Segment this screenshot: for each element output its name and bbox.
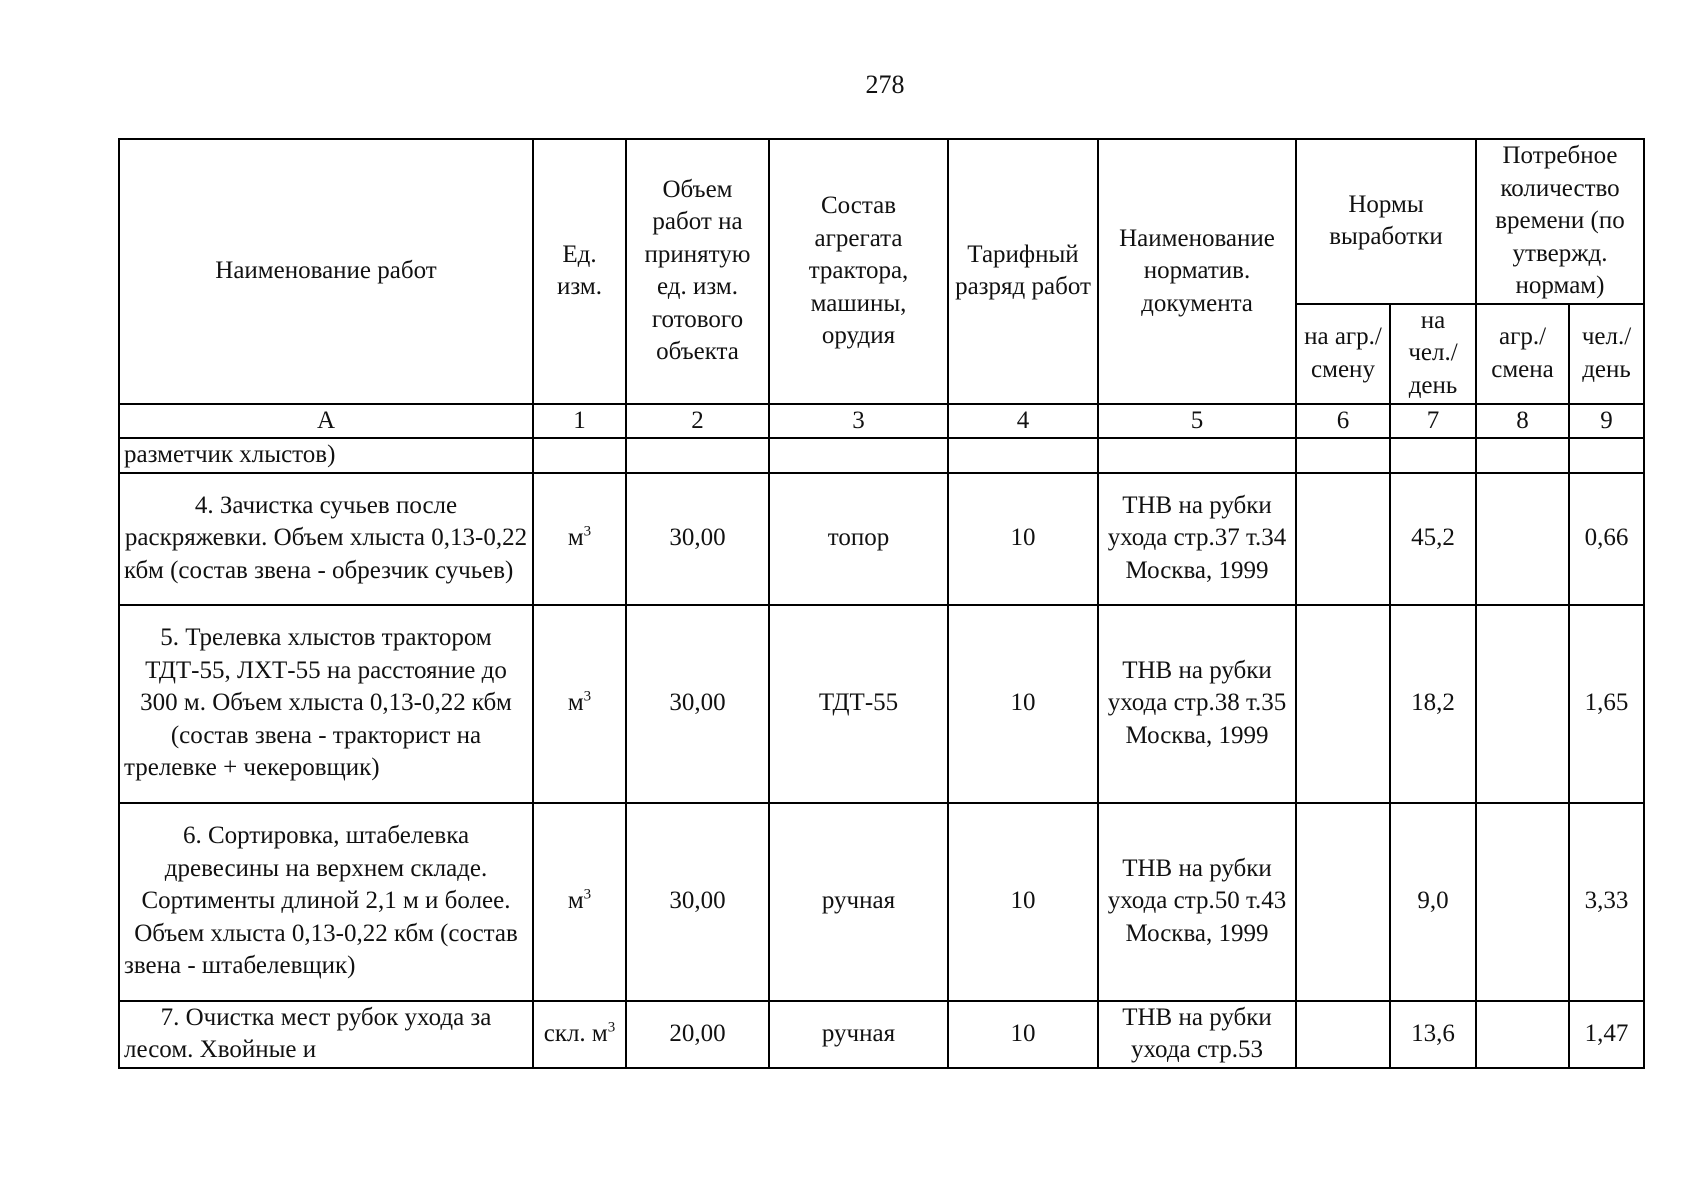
grade-cell <box>948 438 1098 473</box>
composition-cell <box>769 438 948 473</box>
composition-cell: ТДТ-55 <box>769 605 948 803</box>
unit-cell: $м^3$ <box>533 803 626 1001</box>
time-agg-cell <box>1476 1001 1569 1068</box>
work-norms-table <box>118 138 1645 1069</box>
grade-cell: 10 <box>948 605 1098 803</box>
norm-agg-cell <box>1296 1001 1390 1068</box>
table-row <box>119 438 1644 473</box>
document-cell <box>1098 438 1296 473</box>
document-cell: ТНВ на рубки ухода стр.37 т.34 Москва, 1999 <box>1098 473 1296 605</box>
time-man-cell <box>1569 438 1644 473</box>
work-name-cell: 5. Трелевка хлыстов трактором ТДТ-55, ЛХТ-55 на расстояние до 300 м. Объем хлыста 0,13-0,22 кбм (состав звена - тракторист на трелевке + чекеровщик) <box>119 605 533 803</box>
header-time-man: чел./ день <box>1569 304 1644 404</box>
column-index: А <box>119 404 533 439</box>
column-index: 3 <box>769 404 948 439</box>
work-name-cell: 7. Очистка мест рубок ухода за лесом. Хвойные и <box>119 1001 533 1068</box>
document-cell: ТНВ на рубки ухода стр.53 <box>1098 1001 1296 1068</box>
header-norms: Нормы выработки <box>1296 139 1476 304</box>
header-time-agg: агр./ смена <box>1476 304 1569 404</box>
grade-cell: 10 <box>948 473 1098 605</box>
unit-cell: $м^3$ <box>533 473 626 605</box>
norm-man-cell: 45,2 <box>1390 473 1476 605</box>
time-man-cell: 1,65 <box>1569 605 1644 803</box>
norm-agg-cell <box>1296 803 1390 1001</box>
column-index: 2 <box>626 404 769 439</box>
unit-cell <box>533 438 626 473</box>
header-document: Наименование норматив. документа <box>1098 139 1296 404</box>
norm-man-cell: 9,0 <box>1390 803 1476 1001</box>
volume-cell: 20,00 <box>626 1001 769 1068</box>
document-cell: ТНВ на рубки ухода стр.50 т.43 Москва, 1999 <box>1098 803 1296 1001</box>
volume-cell: 30,00 <box>626 803 769 1001</box>
grade-cell: 10 <box>948 1001 1098 1068</box>
work-name-cell: 4. Зачистка сучьев после раскряжевки. Объем хлыста 0,13-0,22 кбм (состав звена - обрезчик сучьев) <box>119 473 533 605</box>
norm-agg-cell <box>1296 605 1390 803</box>
table-row <box>119 605 1644 803</box>
header-norms-agg: на агр./ смену <box>1296 304 1390 404</box>
composition-cell: топор <box>769 473 948 605</box>
time-agg-cell <box>1476 605 1569 803</box>
header-composition: Состав агрегата трактора, машины, орудия <box>769 139 948 404</box>
time-agg-cell <box>1476 473 1569 605</box>
column-index: 9 <box>1569 404 1644 439</box>
header-time: Потребное количество времени (по утвержд. нормам) <box>1476 139 1644 304</box>
norm-agg-cell <box>1296 473 1390 605</box>
header-volume: Объем работ на принятую ед. изм. готового объекта <box>626 139 769 404</box>
grade-cell: 10 <box>948 803 1098 1001</box>
time-man-cell: 3,33 <box>1569 803 1644 1001</box>
unit-cell: $м^3$ <box>533 605 626 803</box>
norm-man-cell: 13,6 <box>1390 1001 1476 1068</box>
column-index: 7 <box>1390 404 1476 439</box>
volume-cell: 30,00 <box>626 605 769 803</box>
page-number: 278 <box>865 70 905 99</box>
header-norms-man: на чел./ день <box>1390 304 1476 404</box>
table-row <box>119 1001 1644 1068</box>
time-man-cell: 1,47 <box>1569 1001 1644 1068</box>
work-name-cell: 6. Сортировка, штабелевка древесины на верхнем складе. Сортименты длиной 2,1 м и более. Объем хлыста 0,13-0,22 кбм (состав звена - штабелевщик) <box>119 803 533 1001</box>
column-index: 5 <box>1098 404 1296 439</box>
work-name-cell: разметчик хлыстов) <box>119 438 533 473</box>
norm-agg-cell <box>1296 438 1390 473</box>
volume-cell: 30,00 <box>626 473 769 605</box>
composition-cell: ручная <box>769 803 948 1001</box>
composition-cell: ручная <box>769 1001 948 1068</box>
norm-man-cell: 18,2 <box>1390 605 1476 803</box>
document-cell: ТНВ на рубки ухода стр.38 т.35 Москва, 1999 <box>1098 605 1296 803</box>
time-agg-cell <box>1476 438 1569 473</box>
header-work-name: Наименование работ <box>119 139 533 404</box>
column-index: 1 <box>533 404 626 439</box>
column-index: 8 <box>1476 404 1569 439</box>
header-grade: Тарифный разряд работ <box>948 139 1098 404</box>
table-row <box>119 803 1644 1001</box>
column-index: 6 <box>1296 404 1390 439</box>
table-row <box>119 473 1644 605</box>
volume-cell <box>626 438 769 473</box>
header-unit: Ед. изм. <box>533 139 626 404</box>
time-man-cell: 0,66 <box>1569 473 1644 605</box>
column-index: 4 <box>948 404 1098 439</box>
norm-man-cell <box>1390 438 1476 473</box>
column-index-row <box>119 404 1644 439</box>
time-agg-cell <box>1476 803 1569 1001</box>
unit-cell: скл. $м^3$ <box>533 1001 626 1068</box>
